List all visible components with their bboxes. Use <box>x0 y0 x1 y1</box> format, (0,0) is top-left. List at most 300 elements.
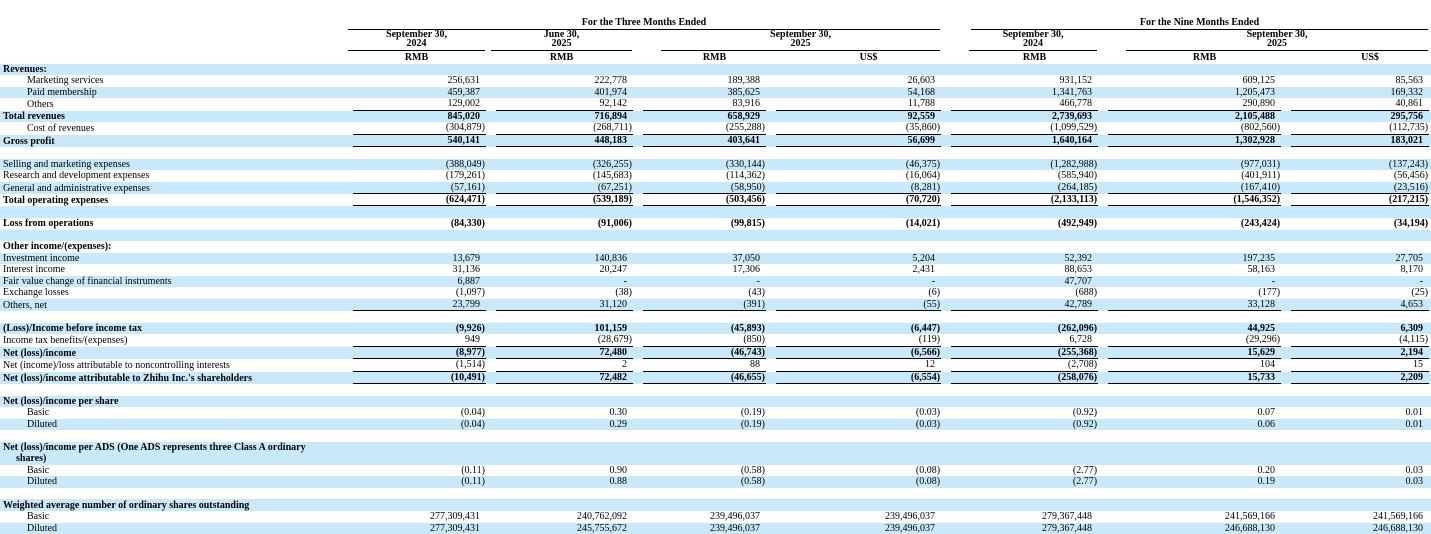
row-label: Interest income <box>3 264 65 276</box>
value-cell <box>345 396 488 408</box>
value-cell <box>488 218 635 230</box>
row-label-cell <box>0 476 345 488</box>
cell-value <box>776 64 941 75</box>
cell-value: (2.77) <box>1072 464 1098 476</box>
value-cell <box>1283 170 1431 182</box>
row-label-cell <box>0 64 345 76</box>
currency-label: RMB <box>1192 51 1217 63</box>
value-cell <box>635 159 768 171</box>
value-cell <box>345 359 488 371</box>
cell-value: 241,569,166 <box>1373 511 1424 523</box>
cell-value: (8,281) <box>776 182 941 194</box>
cell-value: (6) <box>928 287 941 299</box>
value-cell <box>635 299 768 311</box>
row-label-cell <box>0 276 345 288</box>
value-cell <box>345 159 488 171</box>
row-label-line2: shares) <box>16 453 47 465</box>
cell-value: (67,251) <box>496 182 633 194</box>
cell-value: 6,887 <box>457 275 480 287</box>
cell-value: 1,640,164 <box>951 135 1098 147</box>
value-cell <box>635 241 768 253</box>
cell-value: (179,261) <box>445 170 485 182</box>
value-cell <box>488 135 635 147</box>
value-cell <box>768 299 943 311</box>
cell-value: (0.19) <box>740 418 765 430</box>
value-cell <box>943 299 1100 311</box>
value-cell <box>768 87 943 99</box>
period-header-cell <box>635 30 943 51</box>
cell-value: 88 <box>643 359 766 371</box>
cell-value: (14,021) <box>905 218 941 230</box>
cell-value: (45,893) <box>730 322 765 334</box>
cell-value: 0.20 <box>1257 464 1276 476</box>
value-cell <box>488 419 635 431</box>
spacer-cell <box>0 147 1431 159</box>
cell-value: 169,332 <box>1390 86 1424 98</box>
value-cell <box>488 323 635 335</box>
value-cell <box>345 64 488 76</box>
cell-value: 0.07 <box>1257 407 1276 419</box>
spacer-cell <box>0 488 1431 500</box>
table-row <box>0 396 1431 408</box>
value-cell <box>345 511 488 523</box>
row-label: Research and development expenses <box>3 170 150 182</box>
value-cell <box>345 276 488 288</box>
cell-value: 15,629 <box>1108 347 1281 359</box>
cell-value: (6,566) <box>776 347 941 359</box>
value-cell <box>345 442 488 465</box>
period-date <box>491 30 632 51</box>
period-date <box>969 30 1097 51</box>
table-row <box>0 299 1431 311</box>
value-cell <box>943 419 1100 431</box>
cell-value: (0.58) <box>740 476 765 488</box>
table-row <box>0 372 1431 384</box>
table-row <box>0 347 1431 359</box>
value-cell <box>345 476 488 488</box>
cell-value: (624,471) <box>353 194 486 206</box>
period-date <box>1126 30 1428 51</box>
value-cell <box>635 347 768 359</box>
cell-value: (6,554) <box>776 372 941 384</box>
cell-value: 845,020 <box>447 110 480 122</box>
spacer-row <box>0 311 1431 323</box>
cell-value <box>776 396 941 407</box>
table-row <box>0 465 1431 477</box>
cell-value: 23,799 <box>353 299 486 311</box>
value-cell <box>345 299 488 311</box>
period-header-cell <box>345 30 488 51</box>
cell-value: (688) <box>1075 287 1098 299</box>
value-cell <box>943 159 1100 171</box>
cell-value: - <box>1271 275 1276 287</box>
value-cell <box>1100 442 1283 465</box>
value-cell <box>768 241 943 253</box>
cell-value: 239,496,037 <box>885 511 936 523</box>
row-label-cell <box>0 182 345 194</box>
cell-value: 290,890 <box>1108 98 1281 110</box>
cell-value <box>353 64 486 75</box>
cell-value: (0.03) <box>915 418 941 430</box>
cell-value: (0.08) <box>915 476 941 488</box>
value-cell <box>768 75 943 87</box>
value-cell <box>943 170 1100 182</box>
value-cell <box>1100 323 1283 335</box>
cell-value: (217,215) <box>1291 194 1429 206</box>
row-label: Paid membership <box>27 86 97 98</box>
table-row <box>0 276 1431 288</box>
value-cell <box>768 170 943 182</box>
row-label: Investment income <box>3 252 80 264</box>
value-cell <box>345 87 488 99</box>
row-label: (Loss)/Income before income tax <box>3 322 142 334</box>
value-cell <box>635 359 768 371</box>
value-cell <box>345 323 488 335</box>
cell-value <box>951 64 1098 75</box>
value-cell <box>635 135 768 147</box>
cell-value: (145,683) <box>592 170 632 182</box>
row-label: Net (loss)/income attributable to Zhihu Inc.'s shareholders <box>3 372 252 384</box>
cell-value <box>496 396 633 407</box>
cell-value: (4,115) <box>1291 334 1429 346</box>
row-label-cell <box>0 241 345 253</box>
cell-value: (539,189) <box>496 194 633 206</box>
cell-value: (264,185) <box>951 182 1098 194</box>
value-cell <box>345 111 488 123</box>
cell-value <box>951 396 1098 407</box>
value-cell <box>768 372 943 384</box>
row-label-cell <box>0 359 345 371</box>
value-cell <box>1283 98 1431 110</box>
value-cell <box>488 264 635 276</box>
value-cell <box>1100 359 1283 371</box>
row-label: Net (income)/loss attributable to noncontrolling interests <box>3 360 230 372</box>
value-cell <box>1100 499 1283 511</box>
value-cell <box>488 170 635 182</box>
value-cell <box>345 419 488 431</box>
period-date-line2: 2025 <box>1267 38 1288 50</box>
cell-value: 448,183 <box>496 135 633 147</box>
value-cell <box>635 75 768 87</box>
cell-value: 2,739,693 <box>1052 110 1093 122</box>
value-cell <box>768 359 943 371</box>
corner-cell <box>0 0 345 30</box>
cell-value: 0.90 <box>609 464 627 476</box>
row-label: Weighted average number of ordinary shares outstanding <box>3 499 250 511</box>
row-label: Others <box>27 99 54 111</box>
cell-value: 83,916 <box>643 98 766 110</box>
table-row <box>0 111 1431 123</box>
cell-value: 609,125 <box>1242 75 1276 87</box>
cell-value: (25) <box>1411 287 1429 299</box>
currency-header-cell <box>345 51 488 64</box>
cell-value: (802,560) <box>1108 122 1281 134</box>
period-date <box>661 30 940 51</box>
table-row <box>0 87 1431 99</box>
cell-value: 42,789 <box>951 299 1098 311</box>
value-cell <box>1283 194 1431 206</box>
row-label: Income tax benefits/(expenses) <box>3 335 128 347</box>
value-cell <box>345 135 488 147</box>
cell-value: (56,456) <box>1393 170 1429 182</box>
cell-value: (167,410) <box>1108 182 1281 194</box>
cell-value: 13,679 <box>452 252 480 264</box>
cell-value <box>643 453 766 464</box>
group-title: For the Three Months Ended <box>348 17 940 30</box>
cell-value: 6,309 <box>1400 322 1424 334</box>
row-label-cell <box>0 396 345 408</box>
cell-value: 295,756 <box>1390 110 1424 122</box>
table-row <box>0 98 1431 110</box>
cell-value: 949 <box>353 334 486 346</box>
cell-value: 140,836 <box>594 252 627 264</box>
value-cell <box>1283 465 1431 477</box>
row-label: Others, net <box>3 299 47 311</box>
row-label: General and administrative expenses <box>3 182 150 194</box>
cell-value: 47,707 <box>1064 275 1093 287</box>
cell-value: (326,255) <box>592 158 632 170</box>
value-cell <box>768 442 943 465</box>
value-cell <box>943 511 1100 523</box>
cell-value: (977,031) <box>1240 158 1281 170</box>
value-cell <box>635 511 768 523</box>
cell-value <box>643 64 766 75</box>
spacer-row <box>0 147 1431 159</box>
row-label: Net (loss)/income per share <box>3 395 119 407</box>
row-label-cell <box>0 499 345 511</box>
cell-value: (0.04) <box>460 418 485 430</box>
cell-value: 279,367,448 <box>1042 511 1093 523</box>
table-row <box>0 419 1431 431</box>
cell-value: 241,569,166 <box>1225 511 1276 523</box>
corner-cell <box>0 51 345 64</box>
cell-value: 183,021 <box>1291 135 1429 147</box>
value-cell <box>1100 111 1283 123</box>
value-cell <box>1283 396 1431 408</box>
cell-value: 239,496,037 <box>710 522 760 534</box>
value-cell <box>635 372 768 384</box>
cell-value <box>496 500 633 511</box>
value-cell <box>345 98 488 110</box>
row-label-cell <box>0 511 345 523</box>
cell-value <box>1291 500 1429 511</box>
value-cell <box>1283 75 1431 87</box>
spacer-cell <box>0 311 1431 323</box>
cell-value: 37,050 <box>732 252 760 264</box>
cell-value <box>643 500 766 511</box>
value-cell <box>943 264 1100 276</box>
value-cell <box>768 135 943 147</box>
value-cell <box>635 419 768 431</box>
row-label: Selling and marketing expenses <box>3 158 130 170</box>
value-cell <box>1100 299 1283 311</box>
row-label-cell <box>0 75 345 87</box>
value-cell <box>635 194 768 206</box>
row-label-cell <box>0 135 345 147</box>
row-label: Fair value change of financial instruments <box>3 275 172 287</box>
value-cell <box>943 276 1100 288</box>
cell-value: (35,860) <box>776 122 941 134</box>
value-cell <box>635 287 768 299</box>
cell-value: (492,949) <box>1057 218 1098 230</box>
value-cell <box>488 241 635 253</box>
cell-value: (46,375) <box>905 158 941 170</box>
cell-value <box>1108 241 1281 252</box>
value-cell <box>1100 75 1283 87</box>
cell-value: 2,105,488 <box>1235 110 1276 122</box>
cell-value: 72,480 <box>496 347 633 359</box>
value-cell <box>1100 241 1283 253</box>
value-cell <box>1100 419 1283 431</box>
value-cell <box>635 396 768 408</box>
cell-value: (58,950) <box>643 182 766 194</box>
value-cell <box>943 218 1100 230</box>
cell-value: 197,235 <box>1242 252 1276 264</box>
cell-value: (0.58) <box>740 464 765 476</box>
cell-value: (114,362) <box>726 170 765 182</box>
period-date-line2: 2025 <box>551 38 572 50</box>
value-cell <box>943 442 1100 465</box>
cell-value <box>496 453 633 464</box>
value-cell <box>943 323 1100 335</box>
value-cell <box>1283 122 1431 134</box>
row-label: Basic <box>27 511 50 523</box>
value-cell <box>1100 182 1283 194</box>
spacer-row <box>0 230 1431 242</box>
table-row <box>0 64 1431 76</box>
value-cell <box>768 334 943 346</box>
value-cell <box>1283 135 1431 147</box>
value-cell <box>345 287 488 299</box>
value-cell <box>488 182 635 194</box>
cell-value: 40,861 <box>1291 98 1429 110</box>
spacer-row <box>0 488 1431 500</box>
table-row <box>0 334 1431 346</box>
cell-value: 11,788 <box>776 98 941 110</box>
cell-value: 1,205,473 <box>1235 86 1276 98</box>
table-row <box>0 253 1431 265</box>
value-cell <box>488 111 635 123</box>
cell-value <box>353 453 486 464</box>
value-cell <box>635 170 768 182</box>
value-cell <box>943 523 1100 534</box>
table-row <box>0 122 1431 134</box>
period-date-line1: September 30, <box>386 30 447 40</box>
value-cell <box>635 465 768 477</box>
row-label: Total revenues <box>3 110 65 122</box>
value-cell <box>488 159 635 171</box>
row-label: Revenues: <box>3 63 47 75</box>
cell-value: (0.08) <box>915 464 941 476</box>
cell-value: (255,368) <box>951 347 1098 359</box>
cell-value: 0.01 <box>1405 418 1424 430</box>
value-cell <box>345 407 488 419</box>
row-label: Diluted <box>27 522 57 534</box>
cell-value: (46,655) <box>643 372 766 384</box>
value-cell <box>1100 64 1283 76</box>
cell-value: 466,778 <box>951 98 1098 110</box>
value-cell <box>943 87 1100 99</box>
cell-value: - <box>756 275 760 287</box>
cell-value: 0.19 <box>1257 476 1276 488</box>
cell-value: 0.30 <box>609 407 627 419</box>
table-row <box>0 241 1431 253</box>
value-cell <box>768 323 943 335</box>
cell-value: (503,456) <box>643 194 766 206</box>
value-cell <box>943 98 1100 110</box>
value-cell <box>1100 511 1283 523</box>
group-header-cell <box>943 0 1431 30</box>
table-row <box>0 511 1431 523</box>
value-cell <box>488 347 635 359</box>
value-cell <box>488 75 635 87</box>
cell-value: 716,894 <box>594 110 627 122</box>
corner-cell <box>0 30 345 51</box>
cell-value: (262,096) <box>1057 322 1098 334</box>
value-cell <box>635 523 768 534</box>
cell-value <box>1291 453 1429 464</box>
value-cell <box>488 407 635 419</box>
cell-value: (243,424) <box>1240 218 1281 230</box>
table-row <box>0 159 1431 171</box>
cell-value: 246,688,130 <box>1373 522 1424 534</box>
value-cell <box>943 334 1100 346</box>
spacer-cell <box>0 206 1431 218</box>
value-cell <box>1283 323 1431 335</box>
cell-value: (38) <box>615 287 632 299</box>
value-cell <box>488 511 635 523</box>
value-cell <box>488 287 635 299</box>
value-cell <box>635 122 768 134</box>
cell-value: 0.29 <box>609 418 627 430</box>
value-cell <box>943 347 1100 359</box>
value-cell <box>635 499 768 511</box>
row-label-cell <box>0 122 345 134</box>
row-label-cell <box>0 253 345 265</box>
cell-value: 12 <box>776 359 941 371</box>
cell-value <box>776 500 941 511</box>
row-label-cell <box>0 442 345 465</box>
value-cell <box>1283 87 1431 99</box>
period-header-cell <box>488 30 635 51</box>
value-cell <box>1100 253 1283 265</box>
cell-value: (1,097) <box>455 287 485 299</box>
row-label: Diluted <box>27 476 57 488</box>
cell-value <box>643 241 766 252</box>
value-cell <box>345 499 488 511</box>
row-label-cell <box>0 323 345 335</box>
value-cell <box>488 64 635 76</box>
cell-value: - <box>931 275 936 287</box>
value-cell <box>488 276 635 288</box>
value-cell <box>768 98 943 110</box>
row-label-cell <box>0 465 345 477</box>
value-cell <box>768 287 943 299</box>
value-cell <box>943 396 1100 408</box>
value-cell <box>768 122 943 134</box>
cell-value: (84,330) <box>450 218 485 230</box>
value-cell <box>488 299 635 311</box>
table-row <box>0 407 1431 419</box>
cell-value: 403,641 <box>643 135 766 147</box>
value-cell <box>1283 499 1431 511</box>
cell-value <box>951 241 1098 252</box>
period-date-line1: September 30, <box>770 30 831 40</box>
row-label: Other income/(expenses): <box>3 241 112 253</box>
cell-value: (91,006) <box>597 218 632 230</box>
cell-value: (585,940) <box>1057 170 1098 182</box>
cell-value: 1,302,928 <box>1108 135 1281 147</box>
